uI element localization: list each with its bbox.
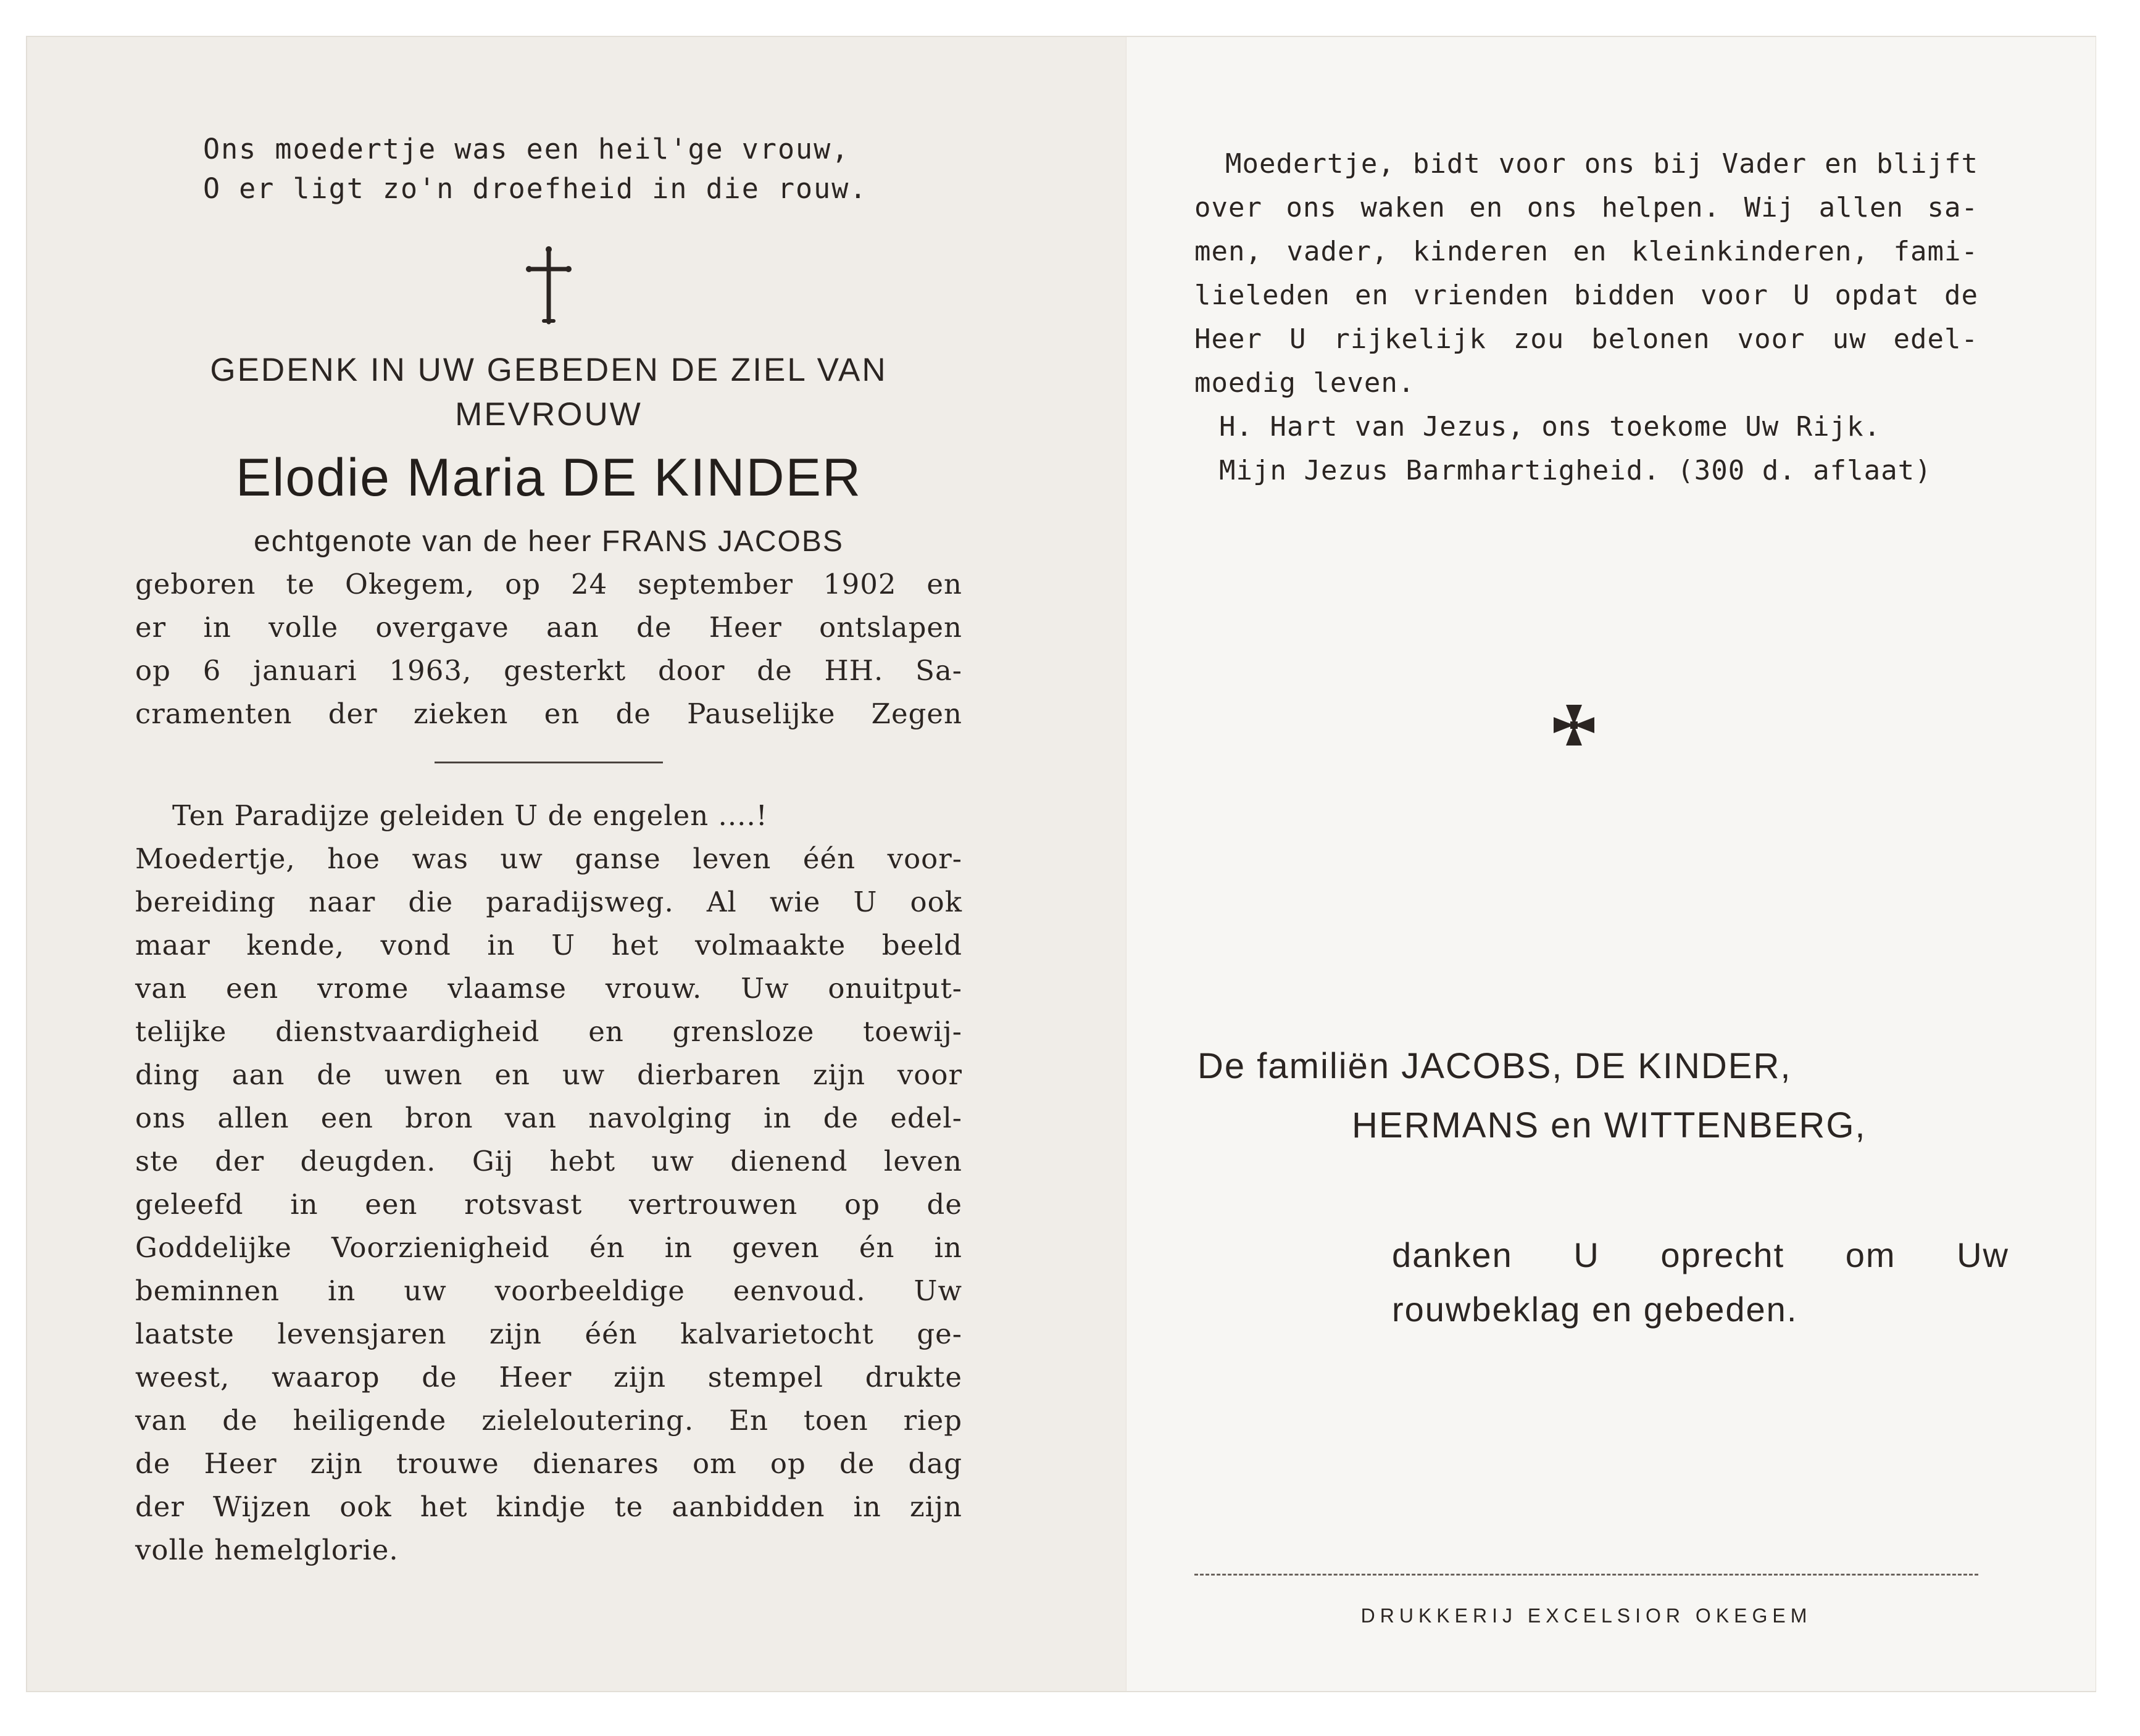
tribute-line: Ten Paradijze geleiden U de engelen ....! <box>172 799 768 832</box>
tribute-line: maar kende, vond in U het volmaakte beeld <box>135 929 962 961</box>
families-block <box>1197 1037 2000 1155</box>
tribute-line: ons allen een bron van navolging in de edel- <box>135 1102 962 1134</box>
details-line: cramenten der zieken en de Pauselijke Zegen <box>135 697 962 730</box>
tribute-line: weest, waarop de Heer zijn stempel drukte <box>135 1361 962 1393</box>
tribute-text <box>135 794 962 1572</box>
tribute-line: ding aan de uwen en uw dierbaren zijn voor <box>135 1058 962 1091</box>
details-line: op 6 januari 1963, gesterkt door de HH. Sa- <box>135 654 962 687</box>
poem-line: Ons moedertje was een heil'ge vrouw, <box>203 133 850 165</box>
left-panel <box>27 37 1126 1691</box>
prayer-line: men, vader, kinderen en kleinkinderen, fami- <box>1194 236 1978 267</box>
birth-death-details <box>135 563 962 736</box>
heading-line: GEDENK IN UW GEBEDEN DE ZIEL VAN <box>210 352 888 388</box>
left-content <box>135 130 962 1572</box>
prayer-line: Moedertje, bidt voor ons bij Vader en blijft <box>1225 148 1978 180</box>
prayer-line: moedig leven. <box>1194 367 1415 399</box>
printer-divider <box>1194 1574 1978 1576</box>
tribute-line: van een vrome vlaamse vrouw. Uw onuitput- <box>135 972 962 1005</box>
tribute-line: van de heiligende zieleloutering. En toen riep <box>135 1404 962 1437</box>
right-panel <box>1126 37 2096 1691</box>
remembrance-heading <box>135 348 962 437</box>
tribute-line: beminnen in uw voorbeeldige eenvoud. Uw <box>135 1274 962 1307</box>
prayer-line: Heer U rijkelijk zou belonen voor uw edel- <box>1194 323 1978 355</box>
prayer-line: lieleden en vrienden bidden voor U opdat de <box>1194 280 1978 311</box>
poem-line: O er ligt zo'n droefheid in die rouw. <box>203 172 868 205</box>
tribute-line: geleefd in een rotsvast vertrouwen op de <box>135 1188 962 1221</box>
poem <box>203 130 962 209</box>
details-line: geboren te Okegem, op 24 september 1902 en <box>135 568 962 600</box>
deceased-name: Elodie Maria DE KINDER <box>235 448 862 507</box>
printer-credit: DRUKKERIJ EXCELSIOR OKEGEM <box>1360 1605 1812 1627</box>
tribute-line: laatste levensjaren zijn één kalvarietocht ge- <box>135 1318 962 1350</box>
thanks-line: danken U oprecht om Uw <box>1392 1236 2009 1274</box>
tribute-line: bereiding naar die paradijsweg. Al wie U ook <box>135 886 962 918</box>
right-content <box>1194 142 1978 492</box>
invocation-line: H. Hart van Jezus, ons toekome Uw Rijk. <box>1219 411 1881 442</box>
prayer-text <box>1194 142 1978 492</box>
families-line: HERMANS en WITTENBERG, <box>1352 1105 1867 1145</box>
tribute-line: Goddelijke Voorzienigheid én in geven én in <box>135 1231 962 1264</box>
tribute-line: volle hemelglorie. <box>135 1534 399 1566</box>
section-divider <box>435 762 663 763</box>
tribute-line: ste der deugden. Gij hebt uw dienend leven <box>135 1145 962 1177</box>
tribute-line: Moedertje, hoe was uw ganse leven één voor- <box>135 842 962 875</box>
tribute-line: telijke dienstvaardigheid en grensloze toewij- <box>135 1015 962 1048</box>
latin-cross-icon <box>518 246 580 326</box>
prayer-line: over ons waken en ons helpen. Wij allen sa- <box>1194 192 1978 223</box>
thanks-line: rouwbeklag en gebeden. <box>1392 1290 1798 1329</box>
tribute-line: de Heer zijn trouwe dienares om op de dag <box>135 1447 962 1480</box>
spouse-line: echtgenote van de heer FRANS JACOBS <box>254 525 844 558</box>
thanks-block <box>1392 1228 2009 1337</box>
cross-pattee-icon <box>1552 704 1596 747</box>
tribute-line: der Wijzen ook het kindje te aanbidden in zijn <box>135 1490 962 1523</box>
memorial-card <box>27 37 2095 1691</box>
details-line: er in volle overgave aan de Heer ontslapen <box>135 611 962 644</box>
families-line: De familiën JACOBS, DE KINDER, <box>1197 1046 1792 1086</box>
heading-line: MEVROUW <box>455 396 643 433</box>
invocation-line: Mijn Jezus Barmhartigheid. (300 d. aflaat) <box>1219 455 1932 486</box>
